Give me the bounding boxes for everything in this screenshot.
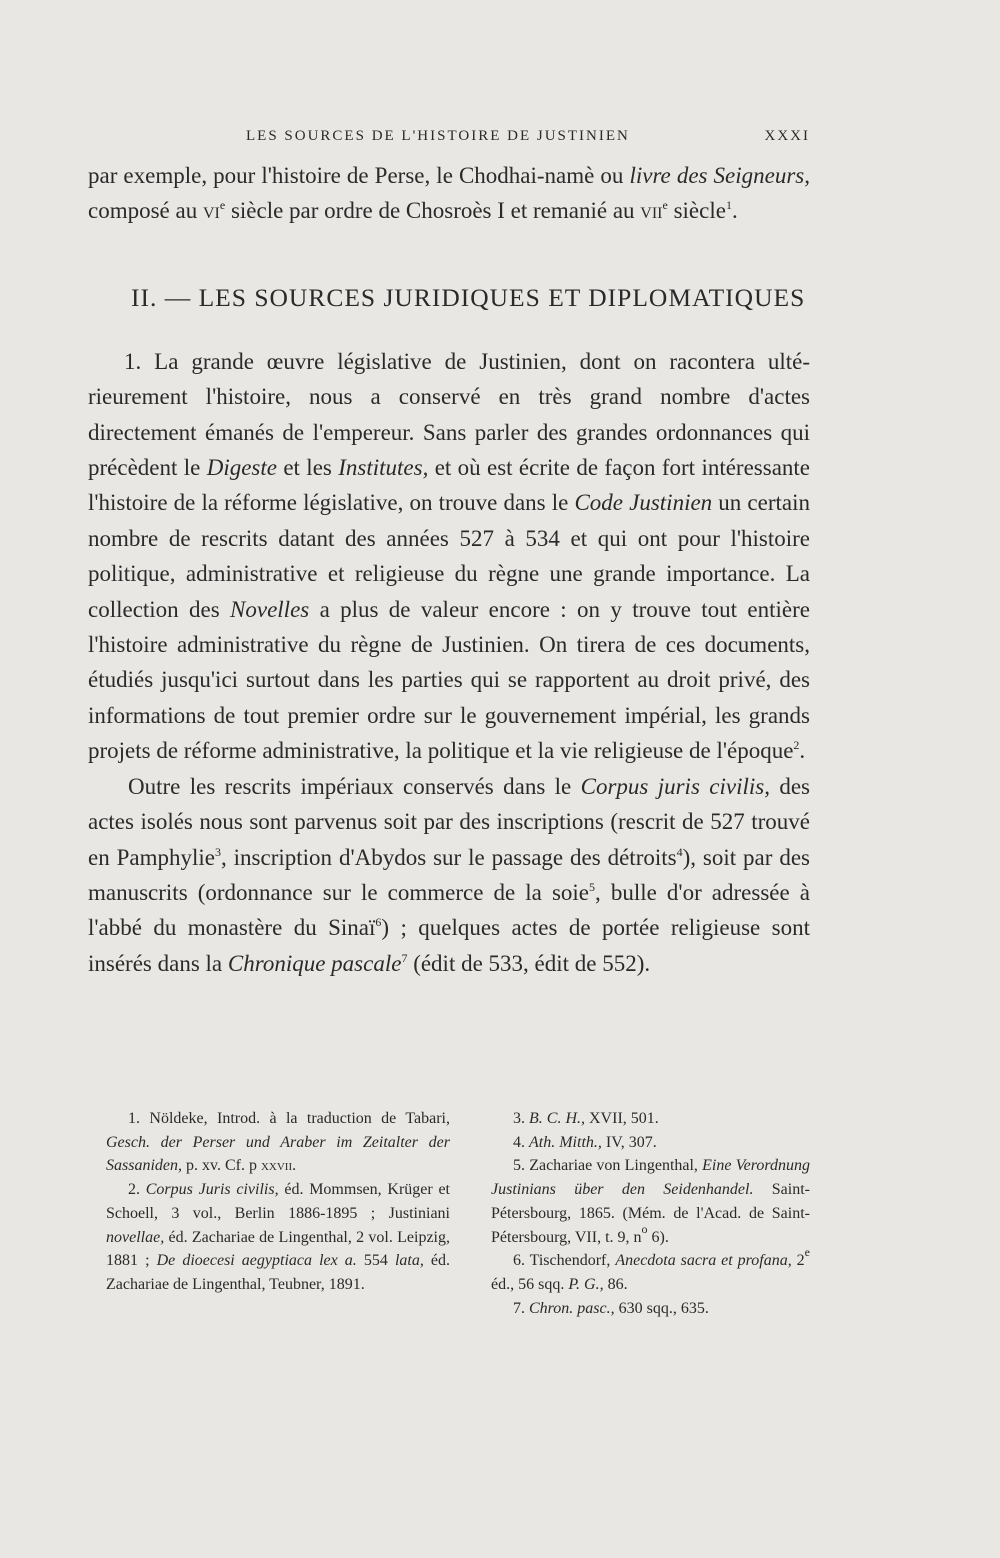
paragraph-2: Outre les rescrits impériaux conservés dans le Corpus juris civilis, des actes isolés nous sont parvenus soit par des inscriptions (rescrit de 527 trouvé en Pamphylie$^3$, inscription d'Abydos sur le passage des détroits$^4$), soit par des manuscrits (ordonnance sur le commerce de la soie$^5$, bulle d'or adressée à l'abbé du monastère du Sinaï$^6$) ; quelques actes de portée religieuse sont insérés dans la Chronique pascale$^7$ (édit de 533, édit de 552). xyxy=(88,773,810,976)
footnote-1: 1. Nöldeke, Introd. à la traduction de Tabari, Gesch. der Perser und Araber im Zeitalter der Sassaniden, p. xv. Cf. p xxvii. xyxy=(106,1110,450,1175)
running-head xyxy=(88,128,810,152)
footnotes-right-column xyxy=(491,1107,810,1320)
footnote-2: 2. Corpus Juris civilis, éd. Mommsen, Krüger et Schoell, 3 vol., Berlin 1886-1895 ; Justiniani novellae, éd. Zachariae de Lingenthal, 2 vol. Leipzig, 1881 ; De dioecesi aegyptiaca lex a. 554 lata, éd. Zachariae de Lingenthal, Teubner, 1891. xyxy=(106,1181,450,1293)
footnote-6: 6. Tischendorf, Anecdota sacra et profana, 2e éd., 56 sqq. P. G., 86. xyxy=(491,1245,810,1293)
footnotes xyxy=(88,1107,810,1327)
footnote-ref-1[interactable]: 1 xyxy=(725,198,732,213)
section-heading: II. — LES SOURCES JURIDIQUES ET DIPLOMATIQUES xyxy=(131,282,806,312)
paragraph-1: 1. La grande œuvre législative de Justinien, dont on racontera ultérieurement l'histoire, nous a conservé en très grand nombre d'actes directement émanés de l'empereur. Sans parler des grandes ordonnances qui précèdent le Digeste et les Institutes, et où est écrite de façon fort intéressante l'histoire de la réforme législative, on trouve dans le Code Justinien un certain nombre de rescrits datant des années 527 à 534 et qui ont pour l'histoire politique, administrative et religieuse du règne une grande importance. La collection des Novelles a plus de valeur encore : on y trouve tout entière l'histoire administrative du règne de Justinien. On tirera de ces documents, étudiés jusqu'ici surtout dans les parties qui se rapportent au droit privé, des informations de tout premier ordre sur le gouvernement impérial, les grands projets de réforme administrative, la politique et la vie religieuse de l'époque$^2$. xyxy=(88,348,811,764)
footnotes-left-column xyxy=(106,1107,450,1297)
main-text xyxy=(88,158,810,981)
footnote-ref-4[interactable]: 4 xyxy=(676,844,683,859)
carry-over-paragraph: par exemple, pour l'histoire de Perse, le Chodhai-namè ou livre des Seigneurs, composé au $vi^e$ siècle par ordre de Chosroès I et remanié au vii$^e$ siècle$^1$. xyxy=(88,163,810,224)
footnote-ref-2[interactable]: 2 xyxy=(793,738,800,753)
footnote-ref-5[interactable]: 5 xyxy=(589,879,596,894)
footnote-3: 3. B. C. H., XVII, 501. xyxy=(513,1110,659,1127)
footnote-7: 7. Chron. pasc., 630 sqq., 635. xyxy=(513,1299,709,1317)
footnote-4: 4. Ath. Mitth., IV, 307. xyxy=(513,1133,657,1151)
footnote-5: 5. Zachariae von Lingenthal, Eine Verordnung Justinians über den Seidenhandel. Saint-Pétersbourg, 1865. (Mém. de l'Acad. de Saint-Pétersbourg, VII, t. 9, $n^o$ 6). xyxy=(491,1157,811,1246)
footnote-ref-3[interactable]: 3 xyxy=(215,844,221,859)
footnote-ref-7[interactable]: 7 xyxy=(401,950,408,965)
footnote-ref-6[interactable]: 6 xyxy=(375,915,382,930)
page-number: XXXI xyxy=(764,128,810,144)
running-head-title: LES SOURCES DE L'HISTOIRE DE JUSTINIEN xyxy=(246,128,630,144)
